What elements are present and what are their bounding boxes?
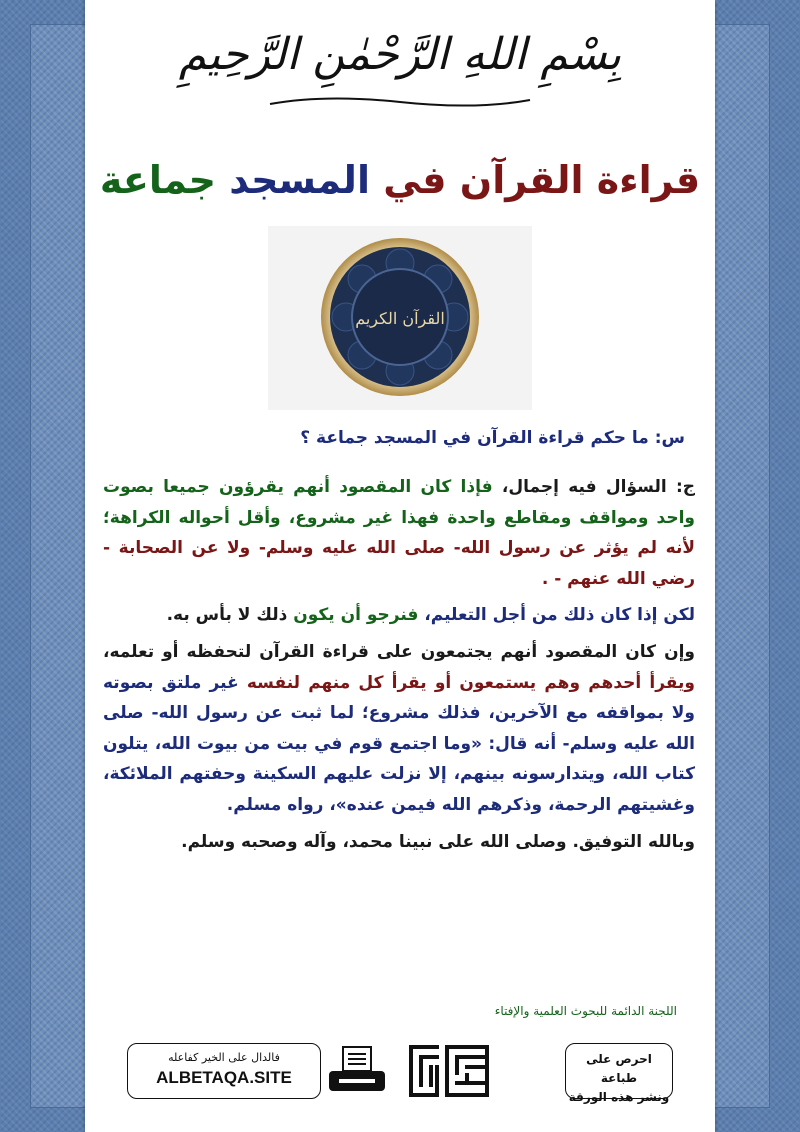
answer-segment: غير ملتق بصوته ولا بمواقفه مع الآخرين، فذلك مشروع؛ لما ثبت عن رسول الله- صلى الله عليه وسلم- أنه قال: «وما اجتمع قوم في بيت من بيوت الله، يتلون كتاب الله، ويتدارسونه بينهم، إلا نزلت عليهم السكينة وحفتهم الملائكة، وغشيتهم الرحمة، وذكرهم الله فيمن عنده»، رواه مسلم. [103, 672, 695, 815]
footer [127, 1043, 673, 1104]
question-line: س: ما حكم قراءة القرآن في المسجد جماعة ؟ [300, 428, 685, 448]
footer-print-line-1: احرص على طباعة [586, 1052, 652, 1085]
answer-segment: لأنه لم يؤثر عن رسول الله- صلى الله عليه وسلم- ولا عن الصحابة - رضي الله عنهم - . [103, 538, 695, 589]
footer-print-line-2: ونشر هذه الورقة [568, 1090, 670, 1104]
answer-segment: وإن كان المقصود أنهم يجتمعون على قراءة القرآن لتحفظه أو تعلمه، [103, 641, 695, 662]
document-page [85, 0, 715, 1132]
answer-segment: لكن إذا كان ذلك من أجل التعليم، [418, 605, 695, 626]
basmala-calligraphy: بِسْمِ اللهِ الرَّحْمٰنِ الرَّحِيمِ [178, 29, 622, 80]
basmala-flourish-icon [265, 92, 535, 110]
answer-segment: فإذا كان المقصود أنهم يقرؤون جميعا [163, 477, 493, 497]
footer-site-link[interactable]: ALBETAQA.SITE [156, 1068, 292, 1087]
emblem-text: القرآن الكريم [355, 309, 445, 328]
answer-text [103, 472, 695, 863]
answer-segment: ج: السؤال فيه إجمال، [492, 477, 696, 497]
answer-segment: ويقرأ أحدهم وهم يستمعون أو يقرأ كل منهم لنفسه [246, 672, 695, 693]
footer-site-box [127, 1043, 321, 1099]
answer-segment: ذلك لا بأس به. [166, 605, 294, 626]
title-part-2: المسجد [229, 158, 370, 202]
footer-tagline: فالدال على الخير كفاعله [168, 1051, 280, 1064]
quran-emblem-panel [268, 226, 532, 410]
page-title [85, 150, 715, 210]
title-part-1: قراءة القرآن في [383, 158, 701, 202]
answer-segment: وبالله التوفيق. وصلى الله على نبينا محمد، وآله وصحبه وسلم. [181, 831, 695, 852]
printer-icon [327, 1045, 387, 1095]
answer-segment: فنرجو أن يكون [293, 605, 419, 626]
title-part-3: جماعة [99, 158, 216, 202]
kufic-logo-icon [405, 1041, 495, 1101]
signature: اللجنة الدائمة للبحوث العلمية والإفتاء [494, 1004, 677, 1018]
quran-emblem-icon [319, 236, 481, 398]
footer-print-box [565, 1043, 673, 1104]
answer-segment: بصوت واحد ومواقف ومقاطع واحدة فهذا غير مشروع، وأقل أحواله الكراهة؛ [103, 477, 695, 528]
